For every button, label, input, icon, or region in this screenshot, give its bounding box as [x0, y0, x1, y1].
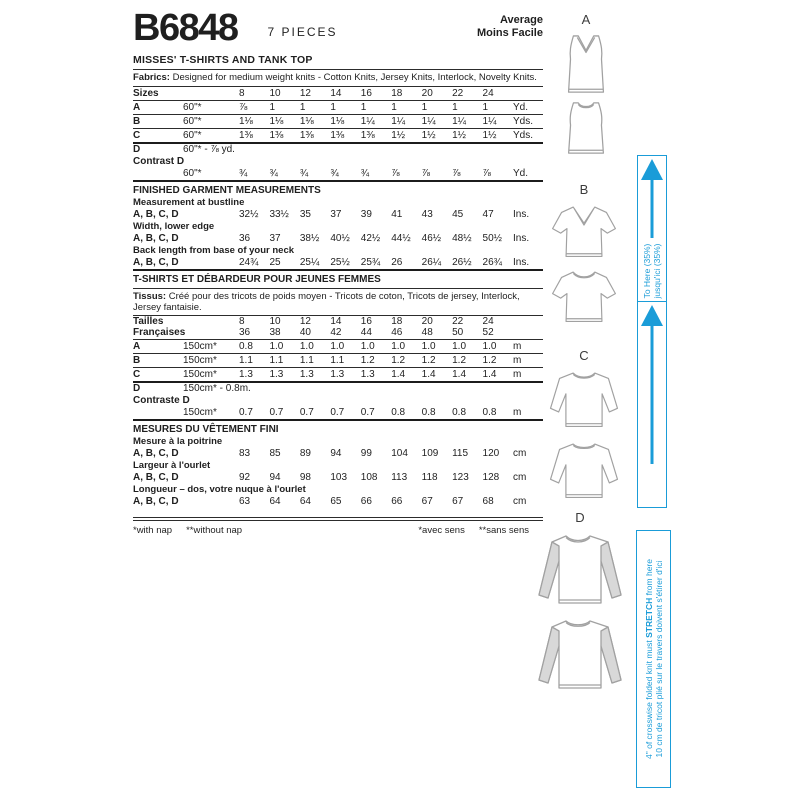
- to-here-en: To Here (35%): [642, 243, 652, 298]
- yardage-row-b: [133, 115, 543, 129]
- table-cell: 39: [360, 208, 372, 220]
- table-cell: 1½: [421, 129, 436, 141]
- unit-label: Yd.: [513, 101, 529, 113]
- poitrine-row: [133, 447, 543, 460]
- to-here-text-wrap: [638, 240, 666, 301]
- yardage-row-c: [133, 129, 543, 144]
- table-cell: 8: [239, 87, 245, 99]
- table-cell: 20: [421, 316, 433, 327]
- table-cell: 33½: [269, 208, 289, 220]
- yardage-row-d: [133, 144, 543, 156]
- table-cell: 1: [421, 101, 428, 113]
- table-cell: 1.3: [269, 369, 284, 380]
- sizes-label: Sizes: [133, 87, 159, 99]
- table-cell: 1.2: [452, 355, 467, 366]
- row-values: [239, 101, 513, 114]
- masthead: [133, 7, 543, 54]
- difficulty-fr: Moins Facile: [476, 27, 543, 39]
- table-cell: 1½: [391, 129, 406, 141]
- table-cell: 1⅛: [299, 115, 314, 127]
- unit-label: Yds.: [513, 115, 534, 127]
- table-cell: 0.7: [360, 407, 375, 418]
- table-cell: 44: [360, 327, 372, 338]
- table-cell: 99: [360, 448, 372, 459]
- table-cell: 1.1: [239, 355, 253, 366]
- table-cell: 1.3: [360, 369, 375, 380]
- table-cell: 36: [239, 327, 251, 338]
- longueur-heading: Longueur – dos, votre nuque à l'ourlet: [133, 484, 306, 495]
- table-cell: 38: [269, 327, 281, 338]
- from-here-en: [644, 559, 654, 759]
- main-content: [133, 7, 543, 536]
- yardage-row-a: [133, 101, 543, 115]
- table-cell: 1.3: [330, 369, 345, 380]
- footnotes: [133, 521, 543, 536]
- pattern-number: B6848: [133, 7, 238, 49]
- table-cell: 103: [330, 472, 348, 483]
- row-values: [239, 368, 513, 381]
- table-cell: ⅞: [239, 101, 248, 113]
- lower-edge-row: [133, 232, 543, 245]
- table-cell: 35: [299, 208, 311, 220]
- french-heading: T-SHIRTS ET DÉBARDEUR POUR JEUNES FEMMES: [133, 271, 543, 289]
- longsleeve-back-illustration: [534, 617, 626, 697]
- row-label: A: [133, 101, 141, 113]
- fabrics-note: [133, 70, 543, 87]
- table-cell: 94: [269, 472, 281, 483]
- table-cell: 1⅜: [330, 129, 345, 141]
- back-length-row: [133, 256, 543, 271]
- row-label: A: [133, 341, 141, 352]
- stretch-gauge-text-box: [636, 530, 671, 788]
- table-cell: 1.0: [421, 341, 436, 352]
- table-cell: 92: [239, 472, 251, 483]
- table-cell: 0.7: [299, 407, 314, 418]
- table-cell: 43: [421, 208, 433, 220]
- view-d-label: D: [575, 510, 585, 525]
- sizes-header-row: [133, 87, 543, 101]
- from-here-en-stretch: STRETCH: [643, 597, 654, 638]
- table-cell: 94: [330, 448, 342, 459]
- footnote-avec-sens: *avec sens: [418, 525, 465, 536]
- view-c-label: C: [579, 348, 589, 363]
- stretch-gauge-lower-box: [637, 301, 667, 508]
- table-cell: 1½: [482, 129, 497, 141]
- row-label: A, B, C, D: [133, 256, 179, 268]
- pattern-title: MISSES' T-SHIRTS AND TANK TOP: [133, 54, 543, 70]
- tank-top-front-illustration: [561, 34, 611, 96]
- view-b-label: B: [579, 182, 589, 197]
- table-cell: 0.8: [421, 407, 436, 418]
- table-cell: 1¼: [391, 115, 406, 127]
- table-cell: 1.4: [421, 369, 436, 380]
- table-cell: 1¼: [482, 115, 497, 127]
- bustline-heading: Measurement at bustline: [133, 196, 245, 208]
- footnote-sans-sens: **sans sens: [478, 525, 529, 536]
- fabric-width: 150cm*: [183, 407, 217, 418]
- table-cell: 1.1: [330, 355, 345, 366]
- from-here-label: [644, 559, 664, 759]
- table-cell: 1.0: [269, 341, 284, 352]
- table-cell: 1¼: [360, 115, 375, 127]
- fabric-width: 60"*: [183, 101, 202, 113]
- row-label: A, B, C, D: [133, 232, 179, 244]
- row-values: [239, 447, 513, 460]
- table-cell: 1: [360, 101, 367, 113]
- table-cell: 41: [391, 208, 403, 220]
- table-cell: 16: [360, 316, 372, 327]
- fabric-width: 60"*: [183, 129, 202, 141]
- table-cell: 83: [239, 448, 251, 459]
- view-c: [545, 348, 623, 512]
- unit-label: Yds.: [513, 129, 534, 141]
- contraste-row: [133, 406, 543, 421]
- table-cell: 1.0: [299, 341, 314, 352]
- fabrics-label: Fabrics:: [133, 72, 170, 83]
- table-cell: 24¾: [239, 256, 259, 268]
- table-cell: 10: [269, 87, 281, 99]
- table-cell: 89: [299, 448, 311, 459]
- table-cell: 38½: [299, 232, 320, 244]
- row-values: [239, 354, 513, 367]
- table-cell: 120: [482, 448, 500, 459]
- row-label: A, B, C, D: [133, 208, 179, 220]
- up-arrow-icon: [638, 302, 666, 472]
- table-cell: 26: [391, 256, 403, 268]
- table-cell: 44½: [391, 232, 411, 244]
- fabric-width: 150cm*: [183, 355, 217, 366]
- table-cell: 113: [391, 472, 408, 483]
- table-cell: 118: [421, 472, 438, 483]
- row-d-note: 150cm* - 0.8m.: [183, 383, 251, 394]
- table-cell: 1⅛: [269, 115, 284, 127]
- footnote-without-nap: **without nap: [186, 525, 243, 536]
- table-cell: ⅞: [391, 167, 400, 179]
- contrast-heading: Contrast D: [133, 155, 185, 167]
- table-cell: 20: [421, 87, 433, 99]
- table-cell: 1: [299, 101, 306, 113]
- unit-label: cm: [513, 448, 527, 459]
- table-cell: 24: [482, 87, 494, 99]
- table-cell: 0.7: [239, 407, 253, 418]
- table-cell: 40½: [330, 232, 350, 244]
- back-length-heading: Back length from base of your neck: [133, 244, 295, 256]
- table-cell: 26¾: [482, 256, 503, 268]
- table-cell: 40: [299, 327, 311, 338]
- table-cell: 128: [482, 472, 500, 483]
- table-cell: 1⅜: [299, 129, 314, 141]
- table-cell: 14: [330, 316, 342, 327]
- table-cell: 26½: [452, 256, 472, 268]
- row-label: B: [133, 115, 141, 127]
- pieces-count: 7 PIECES: [267, 25, 338, 39]
- row-label: D: [133, 143, 141, 155]
- table-cell: 1½: [452, 129, 467, 141]
- unit-label: cm: [513, 472, 527, 483]
- table-cell: 8: [239, 316, 245, 327]
- lower-edge-heading: Width, lower edge: [133, 220, 215, 232]
- table-cell: 1⅜: [239, 129, 253, 141]
- mesures-heading: MESURES DU VÊTEMENT FINI: [133, 424, 279, 435]
- from-here-en-pre: 4" of crosswise folded knit must: [643, 637, 654, 760]
- row-d-note: 60"* - ⅞ yd.: [183, 143, 235, 155]
- table-cell: ¾: [360, 167, 370, 179]
- up-arrow-icon: [638, 156, 666, 240]
- tissus-note: [133, 289, 543, 317]
- table-cell: 1.0: [330, 341, 345, 352]
- row-label: A, B, C, D: [133, 448, 179, 459]
- unit-label: m: [513, 355, 522, 366]
- table-cell: ¾: [239, 167, 248, 179]
- table-cell: 45: [452, 208, 464, 220]
- table-cell: 1.0: [360, 341, 375, 352]
- row-label: B: [133, 355, 141, 366]
- table-cell: 1.3: [299, 369, 314, 380]
- table-cell: 14: [330, 87, 342, 99]
- metrage-row-d: [133, 383, 543, 395]
- table-cell: 1: [269, 101, 275, 113]
- table-cell: 1.1: [299, 355, 314, 366]
- table-cell: 1⅜: [360, 129, 375, 141]
- table-cell: 25¾: [360, 256, 381, 268]
- unit-label: Ins.: [513, 208, 530, 220]
- view-d: [533, 510, 627, 702]
- row-values: [239, 115, 513, 128]
- table-cell: 1.4: [452, 369, 467, 380]
- sizes-values: [239, 87, 513, 100]
- footnote-en: [133, 525, 256, 536]
- table-cell: 47: [482, 208, 494, 220]
- unit-label: Ins.: [513, 232, 530, 244]
- table-cell: 12: [299, 87, 311, 99]
- table-cell: 42½: [360, 232, 381, 244]
- fabrics-text: Designed for medium weight knits - Cotton Knits, Jersey Knits, Interlock, Novelty Knits.: [169, 72, 537, 83]
- tee-vneck-front-illustration: [549, 204, 619, 264]
- difficulty-en: Average: [499, 14, 543, 26]
- table-cell: 25: [269, 256, 281, 268]
- row-label: A, B, C, D: [133, 496, 179, 507]
- table-cell: 25½: [330, 256, 350, 268]
- table-cell: 68: [482, 496, 494, 507]
- table-cell: 1.3: [239, 369, 253, 380]
- francaises-values: [239, 327, 513, 339]
- contrast-row: [133, 167, 543, 182]
- to-here-fr: jusqu'ici (35%): [652, 242, 662, 299]
- table-cell: 50½: [482, 232, 503, 244]
- table-cell: 10: [269, 316, 281, 327]
- poitrine-heading: Mesure à la poitrine: [133, 436, 223, 447]
- table-cell: 65: [330, 496, 342, 507]
- ourlet-row: [133, 471, 543, 484]
- table-cell: 36: [239, 232, 251, 244]
- tailles-header-row: [133, 316, 543, 327]
- table-cell: 1.0: [391, 341, 406, 352]
- longsleeve-front-illustration: [534, 532, 626, 612]
- table-cell: 16: [360, 87, 372, 99]
- table-cell: ¾: [330, 167, 339, 179]
- row-label: A, B, C, D: [133, 472, 179, 483]
- unit-label: m: [513, 369, 522, 380]
- table-cell: 0.8: [452, 407, 467, 418]
- table-cell: 1¼: [421, 115, 436, 127]
- table-cell: 1.2: [391, 355, 406, 366]
- table-cell: 0.8: [239, 341, 253, 352]
- fabric-width: 60"*: [183, 167, 202, 179]
- table-cell: 18: [391, 316, 403, 327]
- contraste-heading: Contraste D: [133, 395, 190, 406]
- table-cell: 48½: [452, 232, 472, 244]
- table-cell: 1⅛: [239, 115, 253, 127]
- table-cell: 1: [452, 101, 458, 113]
- fabric-width: 60"*: [183, 115, 202, 127]
- unit-label: m: [513, 341, 522, 352]
- metrage-row-a: [133, 340, 543, 354]
- row-values: [239, 208, 513, 221]
- table-cell: 1⅜: [269, 129, 284, 141]
- view-a-label: A: [581, 12, 591, 27]
- table-cell: 1.2: [421, 355, 436, 366]
- row-values: [239, 406, 513, 419]
- table-cell: 115: [452, 448, 469, 459]
- table-cell: 1: [482, 101, 489, 113]
- table-cell: 98: [299, 472, 311, 483]
- table-cell: 63: [239, 496, 251, 507]
- tee-vneck-back-illustration: [549, 269, 619, 329]
- table-cell: 66: [360, 496, 372, 507]
- unit-label: m: [513, 407, 522, 418]
- metrage-row-c: [133, 368, 543, 383]
- footnote-fr: [404, 525, 529, 536]
- from-here-fr: 10 cm de tricot plié sur le travers doivent s'étirer d'ici: [653, 560, 664, 758]
- row-values: [239, 129, 513, 142]
- tailles-values: [239, 316, 513, 327]
- row-values: [239, 167, 513, 180]
- table-cell: ⅞: [482, 167, 491, 179]
- boatneck-back-illustration: [546, 439, 622, 507]
- table-cell: 1: [391, 101, 397, 113]
- table-cell: ¾: [269, 167, 278, 179]
- table-cell: 1.1: [269, 355, 284, 366]
- table-cell: ⅞: [452, 167, 461, 179]
- table-cell: 1.2: [482, 355, 497, 366]
- table-cell: 46: [391, 327, 403, 338]
- table-cell: 1.4: [482, 369, 497, 380]
- view-a: [560, 12, 612, 162]
- table-cell: 48: [421, 327, 433, 338]
- table-cell: ⅞: [421, 167, 430, 179]
- table-cell: 52: [482, 327, 494, 338]
- francaises-label: Françaises: [133, 327, 186, 338]
- stretch-gauge-upper-box: [637, 155, 667, 302]
- view-b: [548, 182, 620, 334]
- table-cell: 66: [391, 496, 403, 507]
- table-cell: 42: [330, 327, 342, 338]
- table-cell: 64: [299, 496, 311, 507]
- boatneck-front-illustration: [546, 370, 622, 434]
- metrage-row-b: [133, 354, 543, 368]
- table-cell: 18: [391, 87, 403, 99]
- table-cell: 22: [452, 87, 464, 99]
- table-cell: 1.2: [360, 355, 375, 366]
- table-cell: 37: [269, 232, 281, 244]
- to-here-label: [642, 243, 662, 298]
- row-values: [239, 495, 513, 508]
- table-cell: 1.4: [391, 369, 406, 380]
- ourlet-heading: Largeur à l'ourlet: [133, 460, 211, 471]
- tailles-label: Tailles: [133, 316, 164, 327]
- table-cell: 0.8: [482, 407, 497, 418]
- table-cell: 12: [299, 316, 311, 327]
- bustline-row: [133, 208, 543, 221]
- table-cell: 0.7: [269, 407, 284, 418]
- unit-label: cm: [513, 496, 527, 507]
- row-values: [239, 471, 513, 484]
- table-cell: 22: [452, 316, 464, 327]
- table-cell: 46½: [421, 232, 442, 244]
- footnote-with-nap: *with nap: [133, 525, 173, 536]
- row-label: C: [133, 129, 141, 141]
- table-cell: 37: [330, 208, 342, 220]
- table-cell: 85: [269, 448, 281, 459]
- table-cell: ¾: [299, 167, 309, 179]
- table-cell: 1.0: [452, 341, 467, 352]
- row-values: [239, 256, 513, 269]
- row-values: [239, 340, 513, 353]
- francaises-header-row: [133, 327, 543, 340]
- table-cell: 109: [421, 448, 439, 459]
- table-cell: 104: [391, 448, 408, 459]
- table-cell: 1: [330, 101, 336, 113]
- fabric-width: 150cm*: [183, 341, 217, 352]
- longueur-row: [133, 495, 543, 508]
- table-cell: 0.7: [330, 407, 345, 418]
- row-label: C: [133, 369, 141, 380]
- table-cell: 0.8: [391, 407, 406, 418]
- fabric-width: 150cm*: [183, 369, 217, 380]
- table-cell: 26¼: [421, 256, 442, 268]
- row-values: [239, 232, 513, 245]
- finished-measurements-heading: FINISHED GARMENT MEASUREMENTS: [133, 184, 321, 196]
- table-cell: 123: [452, 472, 469, 483]
- row-label: D: [133, 383, 141, 394]
- tissus-label: Tissus:: [133, 290, 167, 302]
- difficulty-rating: [477, 14, 543, 40]
- table-cell: 32½: [239, 208, 259, 220]
- table-cell: 1.0: [482, 341, 497, 352]
- tissus-text: Créé pour des tricots de poids moyen - Tricots de coton, Tricots de jersey, Interlock, Jersey fantaisie.: [133, 290, 520, 313]
- table-cell: 24: [482, 316, 494, 327]
- table-cell: 50: [452, 327, 464, 338]
- unit-label: Ins.: [513, 256, 530, 268]
- unit-label: Yd.: [513, 167, 529, 179]
- table-cell: 67: [421, 496, 433, 507]
- table-cell: 64: [269, 496, 281, 507]
- from-here-en-post: from here: [643, 558, 654, 598]
- table-cell: 1¼: [452, 115, 467, 127]
- table-cell: 67: [452, 496, 464, 507]
- table-cell: 108: [360, 472, 378, 483]
- table-cell: 25¼: [299, 256, 320, 268]
- table-cell: 1⅛: [330, 115, 345, 127]
- tank-top-back-illustration: [561, 101, 611, 157]
